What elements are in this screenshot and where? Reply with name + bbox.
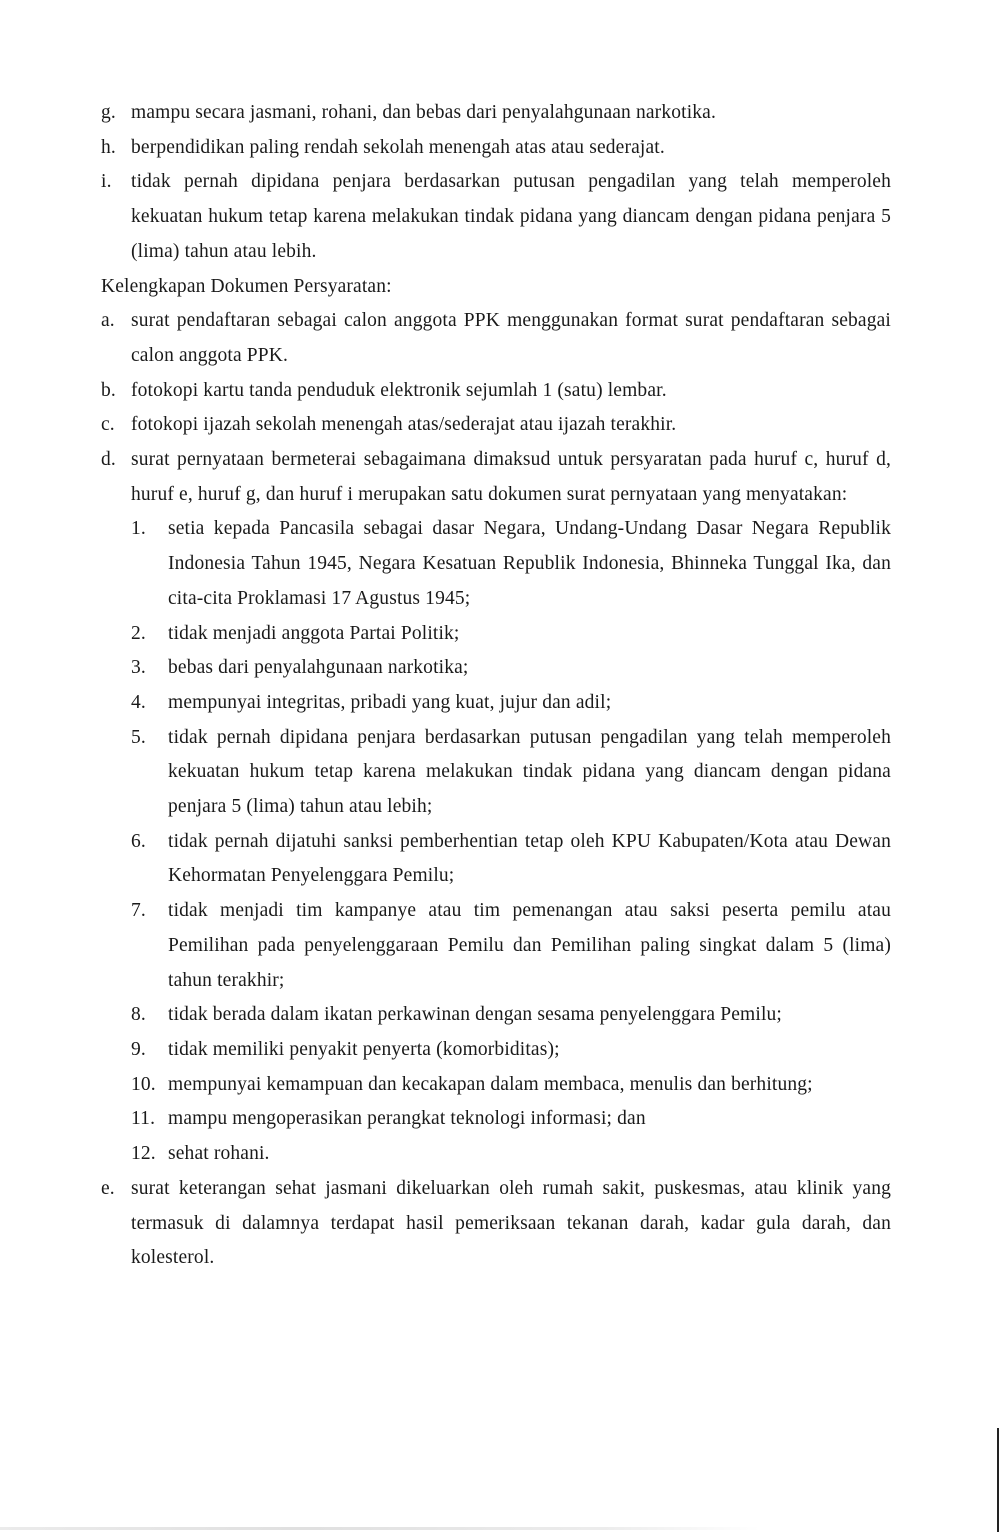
statement-item: [131, 894, 891, 998]
list-marker: 9.: [131, 1038, 146, 1060]
statement-item: [131, 825, 891, 894]
list-item-text: tidak menjadi anggota Partai Politik;: [168, 622, 460, 644]
list-marker: 1.: [131, 518, 146, 540]
list-marker: i.: [101, 171, 112, 193]
statement-item: [131, 721, 891, 825]
statement-list: [101, 512, 891, 1171]
statement-item: [131, 1068, 891, 1103]
list-item-text: bebas dari penyalahgunaan narkotika;: [168, 657, 469, 679]
list-marker: 4.: [131, 691, 146, 713]
statement-item: [131, 617, 891, 652]
statement-item: [131, 1137, 891, 1172]
statement-item: [131, 1102, 891, 1137]
list-marker: 5.: [131, 726, 146, 748]
list-item-text: tidak pernah dipidana penjara berdasarkan putusan pengadilan yang telah memperoleh kekuatan hukum tetap karena melakukan tindak pidana yang diancam dengan pidana penjara 5 (lima) tahun atau lebih.: [131, 171, 891, 262]
list-item-text: mempunyai integritas, pribadi yang kuat, jujur dan adil;: [168, 691, 612, 713]
document-body: [101, 96, 891, 1276]
list-marker: 10.: [131, 1073, 156, 1095]
document-item-d: [101, 443, 891, 512]
list-item-text: sehat rohani.: [168, 1143, 270, 1165]
list-item-text: mempunyai kemampuan dan kecakapan dalam membaca, menulis dan berhitung;: [168, 1073, 813, 1095]
statement-item: [131, 998, 891, 1033]
list-marker: h.: [101, 136, 116, 158]
document-item-c: [101, 408, 891, 443]
list-marker: 8.: [131, 1004, 146, 1026]
documents-heading: Kelengkapan Dokumen Persyaratan:: [101, 275, 392, 297]
list-item-text: tidak pernah dijatuhi sanksi pemberhentian tetap oleh KPU Kabupaten/Kota atau Dewan Kehormatan Penyelenggara Pemilu;: [168, 830, 891, 887]
list-item-text: surat pendaftaran sebagai calon anggota PPK menggunakan format surat pendaftaran sebagai calon anggota PPK.: [131, 310, 891, 366]
statement-item: [131, 686, 891, 721]
list-item-text: tidak pernah dipidana penjara berdasarkan putusan pengadilan yang telah memperoleh kekuatan hukum tetap karena melakukan tindak pidana yang diancam dengan pidana penjara 5 (lima) tahun atau lebih;: [168, 726, 891, 818]
list-marker: 2.: [131, 622, 146, 644]
document-item-a: [101, 304, 891, 373]
list-item-text: fotokopi ijazah sekolah menengah atas/sederajat atau ijazah terakhir.: [131, 414, 677, 436]
list-marker: 6.: [131, 830, 146, 852]
statement-item: [131, 1033, 891, 1068]
list-item-text: tidak menjadi tim kampanye atau tim pemenangan atau saksi peserta pemilu atau Pemilihan pada penyelenggaraan Pemilu dan Pemilihan paling singkat dalam 5 (lima) tahun terakhir;: [168, 900, 891, 991]
list-marker: a.: [101, 310, 115, 332]
list-item-text: setia kepada Pancasila sebagai dasar Negara, Undang-Undang Dasar Negara Republik Indonesia Tahun 1945, Negara Kesatuan Republik Indonesia, Bhinneka Tunggal Ika, dan cita-cita Proklamasi 17 Agustus 1945;: [168, 518, 891, 609]
list-item-text: fotokopi kartu tanda penduduk elektronik sejumlah 1 (satu) lembar.: [131, 379, 667, 401]
document-item-e: [101, 1172, 891, 1276]
list-marker: 12.: [131, 1143, 156, 1165]
list-marker: 11.: [131, 1108, 156, 1130]
statement-item: [131, 512, 891, 616]
requirement-item-g: [101, 96, 891, 131]
list-item-text: berpendidikan paling rendah sekolah menengah atas atau sederajat.: [131, 136, 665, 158]
list-item-text: tidak memiliki penyakit penyerta (komorbiditas);: [168, 1038, 560, 1060]
list-marker: b.: [101, 379, 116, 401]
list-marker: c.: [101, 414, 115, 436]
requirement-item-h: [101, 131, 891, 166]
scan-artifact-bottom-edge: [0, 1527, 760, 1530]
list-item-text: mampu secara jasmani, rohani, dan bebas dari penyalahgunaan narkotika.: [131, 102, 716, 123]
list-item-text: mampu mengoperasikan perangkat teknologi informasi; dan: [168, 1108, 646, 1130]
list-item-text: tidak berada dalam ikatan perkawinan dengan sesama penyelenggara Pemilu;: [168, 1004, 782, 1026]
list-marker: d.: [101, 449, 116, 471]
scan-artifact-vertical-line: [997, 1428, 999, 1532]
requirement-item-i: [101, 165, 891, 269]
list-marker: e.: [101, 1177, 115, 1199]
list-marker: 7.: [131, 900, 146, 922]
list-marker: g.: [101, 102, 116, 123]
list-marker: 3.: [131, 657, 146, 679]
list-item-text: surat keterangan sehat jasmani dikeluarkan oleh rumah sakit, puskesmas, atau klinik yang termasuk di dalamnya terdapat hasil pemeriksaan tekanan darah, kadar gula darah, dan kolesterol.: [131, 1177, 891, 1269]
statement-item: [131, 651, 891, 686]
list-item-text: surat pernyataan bermeterai sebagaimana dimaksud untuk persyaratan pada huruf c, huruf d, huruf e, huruf g, dan huruf i merupakan satu dokumen surat pernyataan yang menyatakan:: [131, 449, 891, 505]
document-item-b: [101, 374, 891, 409]
